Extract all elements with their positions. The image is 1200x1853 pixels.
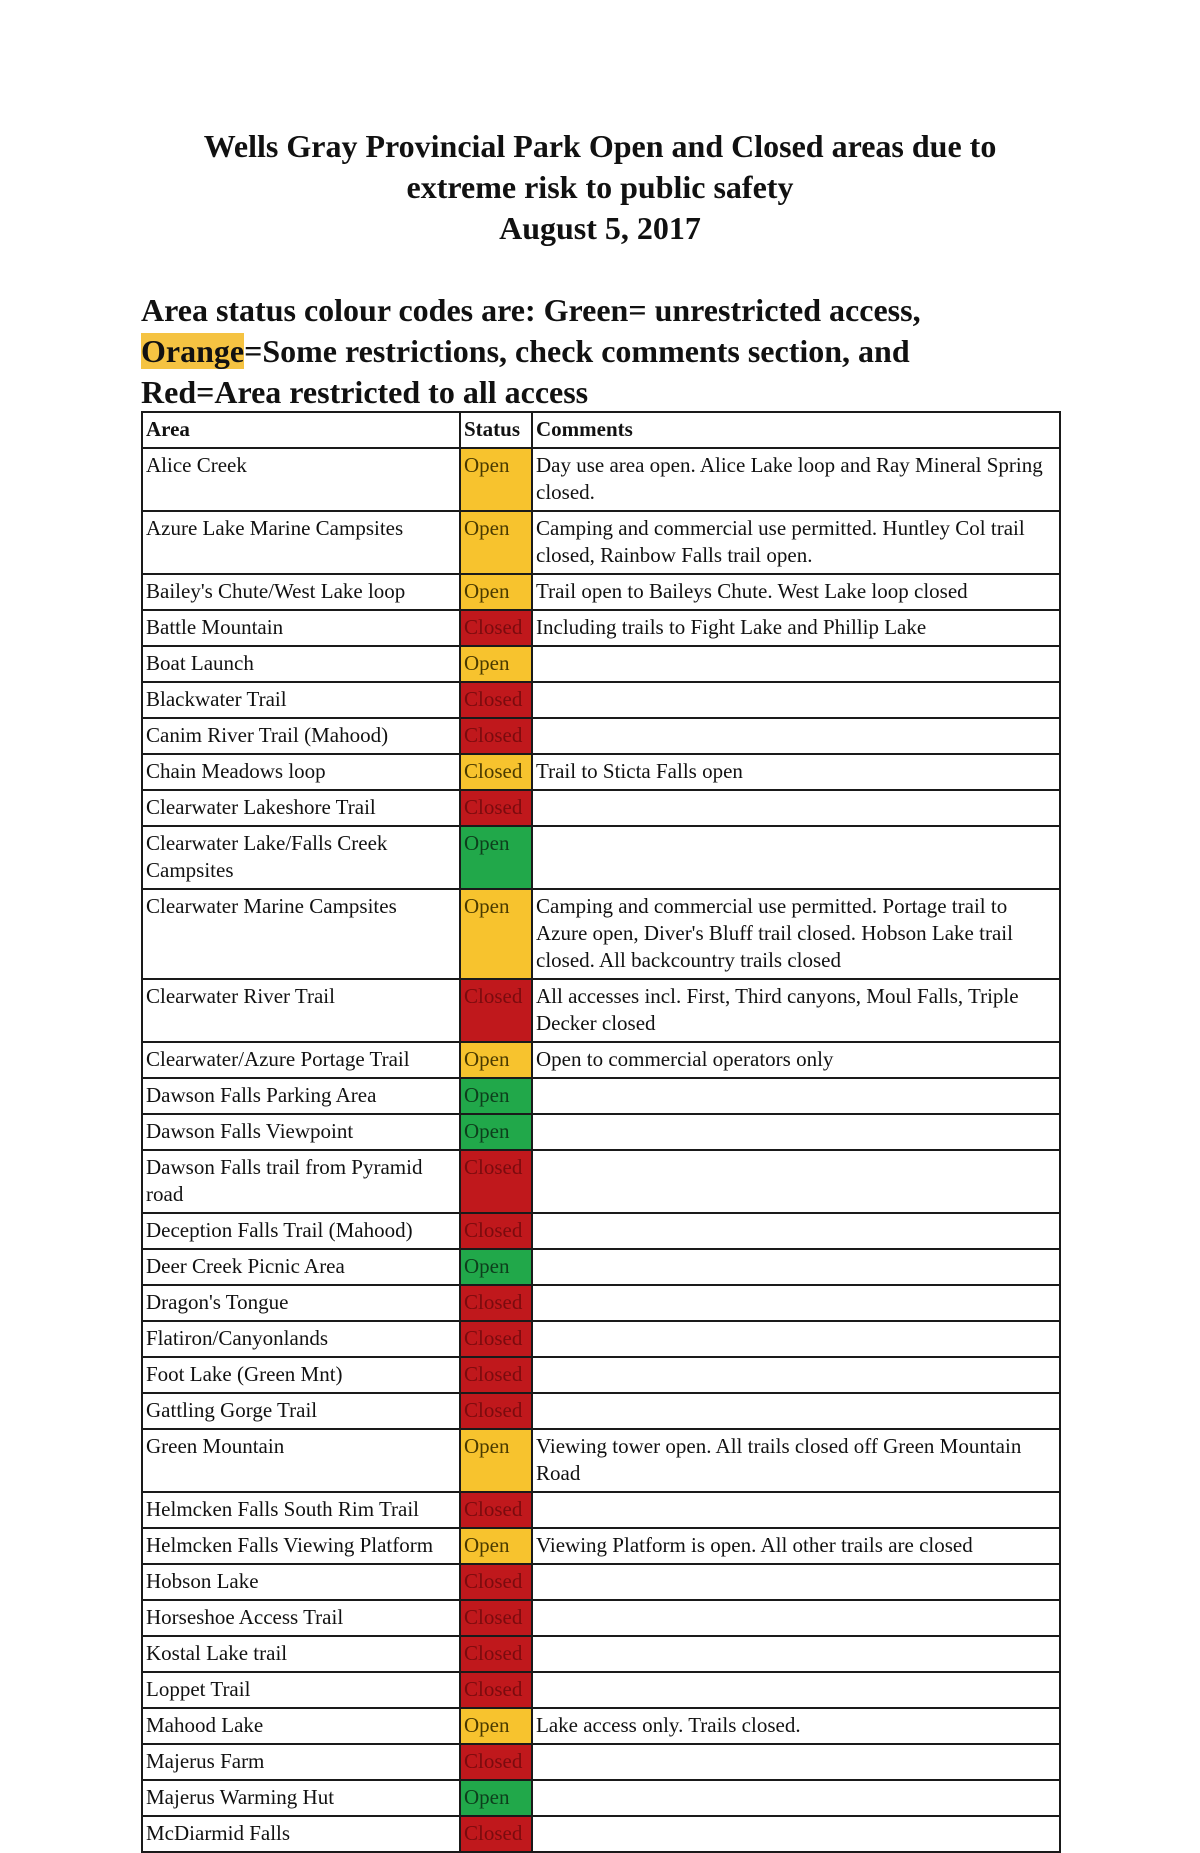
comments-cell — [532, 646, 1060, 682]
area-cell: Dawson Falls trail from Pyramid road — [142, 1150, 460, 1213]
comments-cell: Viewing tower open. All trails closed off Green Mountain Road — [532, 1429, 1060, 1492]
comments-cell: All accesses incl. First, Third canyons, Moul Falls, Triple Decker closed — [532, 979, 1060, 1042]
comments-cell — [532, 1321, 1060, 1357]
area-cell: Dragon's Tongue — [142, 1285, 460, 1321]
status-cell: Closed — [460, 682, 532, 718]
table-row — [142, 1528, 1060, 1564]
comments-cell — [532, 1249, 1060, 1285]
area-cell: Flatiron/Canyonlands — [142, 1321, 460, 1357]
area-cell: Deception Falls Trail (Mahood) — [142, 1213, 460, 1249]
area-cell: Clearwater Lakeshore Trail — [142, 790, 460, 826]
table-row — [142, 448, 1060, 511]
comments-cell: Viewing Platform is open. All other trails are closed — [532, 1528, 1060, 1564]
area-cell: Deer Creek Picnic Area — [142, 1249, 460, 1285]
comments-cell — [532, 1114, 1060, 1150]
comments-cell: Including trails to Fight Lake and Phillip Lake — [532, 610, 1060, 646]
table-row — [142, 1078, 1060, 1114]
comments-cell: Lake access only. Trails closed. — [532, 1708, 1060, 1744]
area-cell: Canim River Trail (Mahood) — [142, 718, 460, 754]
comments-cell — [532, 1492, 1060, 1528]
header-comments: Comments — [532, 412, 1060, 448]
table-row — [142, 610, 1060, 646]
comments-cell: Trail open to Baileys Chute. West Lake loop closed — [532, 574, 1060, 610]
area-cell: Majerus Farm — [142, 1744, 460, 1780]
comments-cell — [532, 1780, 1060, 1816]
title-line-2: extreme risk to public safety — [406, 169, 794, 205]
table-row — [142, 1357, 1060, 1393]
comments-cell: Camping and commercial use permitted. Portage trail to Azure open, Diver's Bluff trail closed. Hobson Lake trail closed. All backcountry trails closed — [532, 889, 1060, 979]
status-cell: Open — [460, 826, 532, 889]
area-cell: Boat Launch — [142, 646, 460, 682]
area-cell: Bailey's Chute/West Lake loop — [142, 574, 460, 610]
status-cell: Closed — [460, 790, 532, 826]
table-row — [142, 979, 1060, 1042]
legend-line-3: Red=Area restricted to all access — [141, 374, 589, 410]
area-cell: Kostal Lake trail — [142, 1636, 460, 1672]
status-cell: Closed — [460, 754, 532, 790]
table-row — [142, 1114, 1060, 1150]
area-cell: Blackwater Trail — [142, 682, 460, 718]
status-cell: Open — [460, 511, 532, 574]
area-cell: Loppet Trail — [142, 1672, 460, 1708]
status-cell: Closed — [460, 1150, 532, 1213]
status-cell: Open — [460, 1780, 532, 1816]
status-cell: Open — [460, 889, 532, 979]
status-cell: Open — [460, 1114, 532, 1150]
table-row — [142, 1564, 1060, 1600]
status-cell: Closed — [460, 610, 532, 646]
table-row — [142, 1285, 1060, 1321]
comments-cell: Day use area open. Alice Lake loop and Ray Mineral Spring closed. — [532, 448, 1060, 511]
comments-cell — [532, 1564, 1060, 1600]
area-cell: Gattling Gorge Trail — [142, 1393, 460, 1429]
comments-cell — [532, 826, 1060, 889]
status-cell: Closed — [460, 979, 532, 1042]
status-cell: Closed — [460, 1744, 532, 1780]
area-cell: Helmcken Falls South Rim Trail — [142, 1492, 460, 1528]
status-cell: Open — [460, 646, 532, 682]
document-title — [0, 126, 1200, 249]
table-row — [142, 1393, 1060, 1429]
area-status-table — [141, 411, 1061, 1853]
comments-cell — [532, 1636, 1060, 1672]
status-cell: Closed — [460, 1672, 532, 1708]
status-cell: Closed — [460, 1285, 532, 1321]
table-row — [142, 1780, 1060, 1816]
status-cell: Open — [460, 1078, 532, 1114]
status-cell: Closed — [460, 1213, 532, 1249]
status-cell: Open — [460, 1708, 532, 1744]
table-body — [142, 448, 1060, 1852]
area-cell: Battle Mountain — [142, 610, 460, 646]
table-row — [142, 1213, 1060, 1249]
area-cell: Chain Meadows loop — [142, 754, 460, 790]
area-cell: Clearwater/Azure Portage Trail — [142, 1042, 460, 1078]
area-cell: Hobson Lake — [142, 1564, 460, 1600]
status-cell: Closed — [460, 1816, 532, 1852]
comments-cell — [532, 1600, 1060, 1636]
legend-line-1: Area status colour codes are: Green= unrestricted access, — [141, 292, 921, 328]
table-row — [142, 1708, 1060, 1744]
status-cell: Closed — [460, 1357, 532, 1393]
comments-cell — [532, 1393, 1060, 1429]
status-cell: Open — [460, 1429, 532, 1492]
comments-cell — [532, 682, 1060, 718]
comments-cell — [532, 1213, 1060, 1249]
table-row — [142, 1429, 1060, 1492]
header-status: Status — [460, 412, 532, 448]
comments-cell — [532, 718, 1060, 754]
title-line-1: Wells Gray Provincial Park Open and Closed areas due to — [203, 128, 997, 164]
table-row — [142, 1492, 1060, 1528]
area-cell: Dawson Falls Parking Area — [142, 1078, 460, 1114]
comments-cell: Trail to Sticta Falls open — [532, 754, 1060, 790]
comments-cell — [532, 1150, 1060, 1213]
orange-highlight: Orange — [141, 333, 245, 369]
area-cell: Azure Lake Marine Campsites — [142, 511, 460, 574]
table-row — [142, 1249, 1060, 1285]
status-cell: Closed — [460, 1321, 532, 1357]
table-header-row — [142, 412, 1060, 448]
table-row — [142, 1816, 1060, 1852]
table-row — [142, 646, 1060, 682]
status-cell: Open — [460, 1042, 532, 1078]
table-row — [142, 826, 1060, 889]
table-row — [142, 889, 1060, 979]
table-row — [142, 574, 1060, 610]
area-cell: Alice Creek — [142, 448, 460, 511]
status-cell: Closed — [460, 1636, 532, 1672]
table-row — [142, 1636, 1060, 1672]
status-cell: Open — [460, 448, 532, 511]
legend-line-2 — [141, 331, 1081, 372]
table-row — [142, 1744, 1060, 1780]
table-row — [142, 1150, 1060, 1213]
area-cell: Clearwater Lake/Falls Creek Campsites — [142, 826, 460, 889]
comments-cell — [532, 790, 1060, 826]
table-row — [142, 718, 1060, 754]
title-date: August 5, 2017 — [499, 210, 701, 246]
comments-cell — [532, 1672, 1060, 1708]
area-cell: Helmcken Falls Viewing Platform — [142, 1528, 460, 1564]
header-area: Area — [142, 412, 460, 448]
status-cell: Open — [460, 574, 532, 610]
comments-cell: Open to commercial operators only — [532, 1042, 1060, 1078]
area-cell: Clearwater River Trail — [142, 979, 460, 1042]
status-cell: Closed — [460, 1600, 532, 1636]
table-row — [142, 1672, 1060, 1708]
status-cell: Closed — [460, 1564, 532, 1600]
table-row — [142, 682, 1060, 718]
status-cell: Closed — [460, 1393, 532, 1429]
table-row — [142, 754, 1060, 790]
status-cell: Closed — [460, 718, 532, 754]
comments-cell — [532, 1078, 1060, 1114]
area-cell: Foot Lake (Green Mnt) — [142, 1357, 460, 1393]
area-cell: Horseshoe Access Trail — [142, 1600, 460, 1636]
comments-cell — [532, 1285, 1060, 1321]
table-row — [142, 1042, 1060, 1078]
table-row — [142, 1600, 1060, 1636]
comments-cell: Camping and commercial use permitted. Huntley Col trail closed, Rainbow Falls trail open. — [532, 511, 1060, 574]
comments-cell — [532, 1816, 1060, 1852]
status-cell: Closed — [460, 1492, 532, 1528]
status-cell: Open — [460, 1528, 532, 1564]
table-row — [142, 1321, 1060, 1357]
area-cell: Clearwater Marine Campsites — [142, 889, 460, 979]
area-cell: Dawson Falls Viewpoint — [142, 1114, 460, 1150]
comments-cell — [532, 1744, 1060, 1780]
area-cell: Mahood Lake — [142, 1708, 460, 1744]
status-cell: Open — [460, 1249, 532, 1285]
table-row — [142, 790, 1060, 826]
colour-code-legend — [141, 290, 1081, 413]
table-row — [142, 511, 1060, 574]
comments-cell — [532, 1357, 1060, 1393]
area-cell: Majerus Warming Hut — [142, 1780, 460, 1816]
area-cell: McDiarmid Falls — [142, 1816, 460, 1852]
legend-line-2-text: =Some restrictions, check comments section, and — [244, 333, 910, 369]
area-cell: Green Mountain — [142, 1429, 460, 1492]
